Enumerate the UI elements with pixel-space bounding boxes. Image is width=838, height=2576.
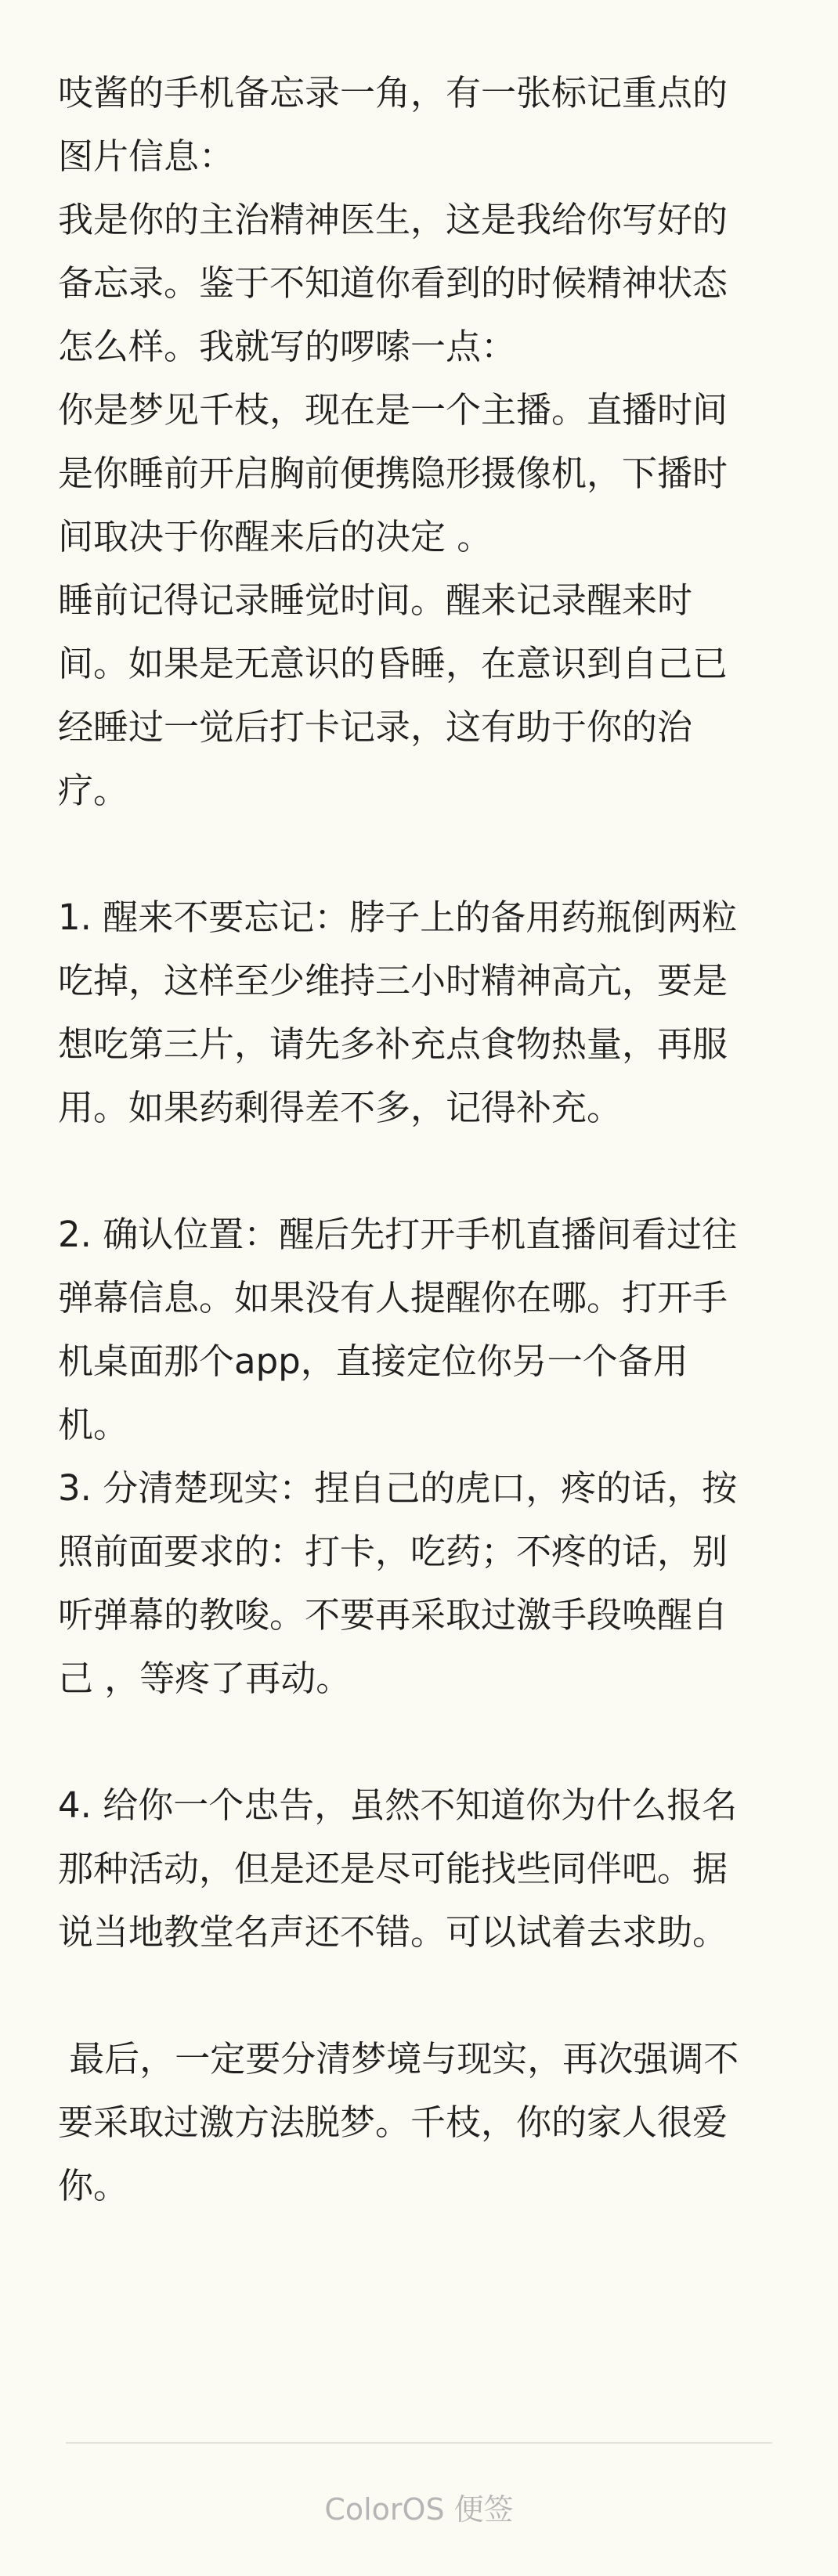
note-line: 怎么样。我就写的啰嗦一点： (58, 326, 517, 367)
note-line: 要采取过激方法脱梦。千枝，你的家人很爱 (58, 2102, 728, 2143)
note-line: 你。 (58, 2165, 129, 2206)
blank-line (58, 822, 790, 886)
note-line: 我是你的主治精神医生，这是我给你写好的 (58, 199, 728, 240)
note-line: 说当地教堂名声还不错。可以试着去求助。 (58, 1911, 728, 1953)
note-line: 经睡过一觉后打卡记录，这有助于你的治 (58, 706, 693, 748)
note-line: 间。如果是无意识的昏睡，在意识到自己已 (58, 643, 728, 684)
note-line: 你是梦见千枝，现在是一个主播。直播时间 (58, 389, 728, 431)
note-line: 是你睡前开启胸前便携隐形摄像机，下播时 (58, 453, 728, 494)
blank-line (58, 1139, 790, 1203)
note-line: 间取决于你醒来后的决定 。 (58, 516, 493, 557)
note-line: 听弹幕的教唆。不要再采取过激手段唤醒自 (58, 1594, 728, 1636)
note-line: 想吃第三片，请先多补充点食物热量，再服 (58, 1023, 728, 1065)
note-line: 吱酱的手机备忘录一角，有一张标记重点的 (58, 72, 728, 114)
note-line: 吃掉，这样至少维持三小时精神高亢，要是 (58, 960, 728, 1001)
note-body (58, 61, 790, 2217)
footer-divider (66, 2442, 772, 2444)
note-line: 3. 分清楚现实：捏自己的虎口，疼的话，按 (58, 1467, 738, 1509)
blank-line (58, 1964, 790, 2027)
note-line: 机桌面那个app，直接定位你另一个备用 (58, 1340, 688, 1382)
note-line: 2. 确认位置：醒后先打开手机直播间看过往 (58, 1214, 738, 1255)
note-line: 备忘录。鉴于不知道你看到的时候精神状态 (58, 262, 728, 304)
note-line: 1. 醒来不要忘记：脖子上的备用药瓶倒两粒 (58, 897, 738, 938)
note-line: 疗。 (58, 770, 129, 811)
note-line: 照前面要求的：打卡，吃药；不疼的话，别 (58, 1531, 728, 1572)
note-line: 弹幕信息。如果没有人提醒你在哪。打开手 (58, 1277, 728, 1319)
note-line: 图片信息： (58, 135, 235, 177)
note-line: 最后，一定要分清梦境与现实，再次强调不 (58, 2038, 739, 2080)
note-line: 用。如果药剩得差不多，记得补充。 (58, 1087, 623, 1128)
note-line: 4. 给你一个忠告，虽然不知道你为什么报名 (58, 1784, 738, 1826)
app-footer-label: ColorOS 便签 (324, 2492, 514, 2527)
blank-line (58, 1710, 790, 1773)
note-line: 机。 (58, 1404, 129, 1445)
note-line: 己 ，等疼了再动。 (58, 1658, 352, 1699)
note-line: 那种活动，但是还是尽可能找些同伴吧。据 (58, 1848, 728, 1889)
note-line: 睡前记得记录睡觉时间。醒来记录醒来时 (58, 579, 693, 621)
